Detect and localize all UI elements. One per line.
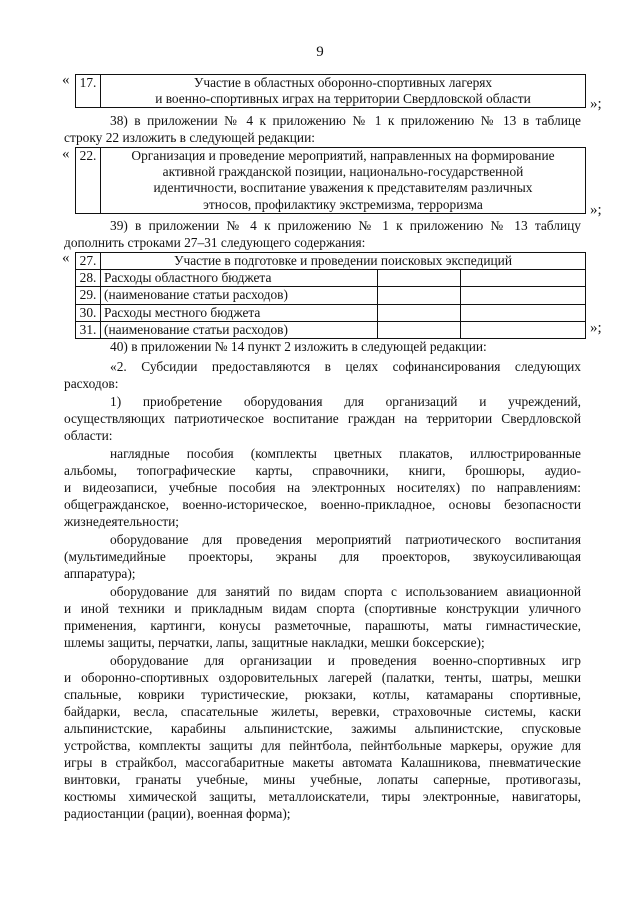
paragraph-line: 38) в приложении № 4 к приложению № 1 к приложению № 13 в таблице <box>110 113 581 128</box>
row-number: 22. <box>76 148 101 214</box>
row-text: (наименование статьи расходов) <box>101 321 378 338</box>
row-text: Расходы областного бюджета <box>101 270 378 287</box>
paragraph-line: и видеозаписи, учебные пособия на электронных носителях) по направлениям: <box>64 480 581 495</box>
row-text: идентичности, воспитание уважения к представителям различных <box>153 180 533 196</box>
table-row <box>76 321 586 338</box>
paragraph-line: (мультимедийные проекторы, экраны для проекторов, звукоусиливающая <box>64 549 581 564</box>
paragraph-line: альпинистские, карабины альпинистские, зажимы альпинистские, спусковые <box>64 721 581 736</box>
paragraph-line: области: <box>64 428 113 443</box>
paragraph-line: шлемы защиты, перчатки, лапы, защитные накладки, мешки боксерские); <box>64 635 485 650</box>
paragraph-line: аппаратура); <box>64 566 136 581</box>
paragraph-line: спальные, коврики туристические, рюкзаки, котлы, катамараны спортивные, <box>64 687 581 702</box>
paragraph-line: оборудование для занятий по видам спорта с использованием авиационной <box>110 584 581 599</box>
table-row <box>76 270 586 287</box>
quote-close: »; <box>590 320 602 336</box>
row-number: 30. <box>76 304 101 321</box>
paragraph-line: оборудование для проведения мероприятий патриотического воспитания <box>110 532 581 547</box>
table-row-22 <box>75 147 586 214</box>
paragraph-line: 1) приобретение оборудования для организаций и учреждений, <box>110 394 581 409</box>
row-text: Организация и проведение мероприятий, направленных на формирование <box>131 148 555 163</box>
row-text: активной гражданской позиции, национально-государственной <box>162 164 524 180</box>
row-text: Расходы местного бюджета <box>101 304 378 321</box>
page-number: 9 <box>316 44 324 60</box>
quote-open: « <box>62 250 70 266</box>
budget-table <box>75 252 586 339</box>
paragraph-line: осуществляющих патриотическое воспитание граждан на территории Свердловской <box>64 411 581 426</box>
row-number: 31. <box>76 321 101 338</box>
paragraph-line: костюмы химической защиты, металлоискатели, тиры электронные, навигаторы, <box>64 789 581 804</box>
row-number: 28. <box>76 270 101 287</box>
quote-close: »; <box>590 202 602 218</box>
paragraph-line: винтовки, гранаты учебные, мины учебные, лопаты саперные, противогазы, <box>64 772 581 787</box>
paragraph-line: строку 22 изложить в следующей редакции: <box>64 130 315 145</box>
paragraph-line: байдарки, весла, спасательные жилеты, веревки, страховочные системы, каски <box>64 704 581 719</box>
quote-open: « <box>62 72 70 88</box>
row-number: 27. <box>76 253 101 270</box>
row-number: 29. <box>76 287 101 304</box>
paragraph-line: и оборонно-спортивных оздоровительных лагерей (палатки, тенты, шатры, мешки <box>64 670 581 685</box>
paragraph-line: применения, картинги, конусы разметочные, парашюты, маты гимнастические, <box>64 618 581 633</box>
table-row-17 <box>75 74 586 108</box>
paragraph-line: радиостанции (рации), военная форма); <box>64 806 291 821</box>
quote-open: « <box>62 146 70 162</box>
paragraph-line: «2. Субсидии предоставляются в целях софинансирования следующих <box>110 359 581 374</box>
paragraph-line: жизнедеятельности; <box>64 514 180 529</box>
row-text: этносов, профилактику экстремизма, терроризма <box>203 196 483 212</box>
quote-close: »; <box>590 96 602 112</box>
paragraph-line: игры в страйкбол, массогабаритные макеты автомата Калашникова, пневматические <box>64 755 581 770</box>
paragraph-line: оборудование для организации и проведения военно-спортивных игр <box>110 653 581 668</box>
paragraph-line: устройства, комплекты защиты для пейнтбола, пейнтбольные маркеры, оружие для <box>64 738 581 753</box>
paragraph-line: и иной техники и прикладным видам спорта (спортивные конструкции уличного <box>64 601 581 616</box>
paragraph-line: общегражданское, военно-историческое, военно-прикладное, основы безопасности <box>64 497 581 512</box>
paragraph-line: расходов: <box>64 376 119 391</box>
row-text: Участие в подготовке и проведении поисковых экспедиций <box>101 253 586 270</box>
paragraph-line: дополнить строками 27–31 следующего содержания: <box>64 235 366 250</box>
table-row <box>76 304 586 321</box>
paragraph-line: 40) в приложении № 14 пункт 2 изложить в следующей редакции: <box>110 339 487 354</box>
paragraph-line: наглядные пособия (комплекты цветных плакатов, иллюстрированные <box>110 446 581 461</box>
table-row <box>76 287 586 304</box>
table-row <box>76 253 586 270</box>
row-number: 17. <box>76 75 101 108</box>
row-text: (наименование статьи расходов) <box>101 287 378 304</box>
paragraph-line: 39) в приложении № 4 к приложению № 1 к приложению № 13 таблицу <box>110 218 581 233</box>
row-text: Участие в областных оборонно-спортивных лагерях <box>193 75 493 90</box>
row-text: и военно-спортивных играх на территории Свердловской области <box>155 91 531 107</box>
paragraph-line: альбомы, топографические карты, справочники, книги, брошюры, аудио- <box>64 463 581 478</box>
